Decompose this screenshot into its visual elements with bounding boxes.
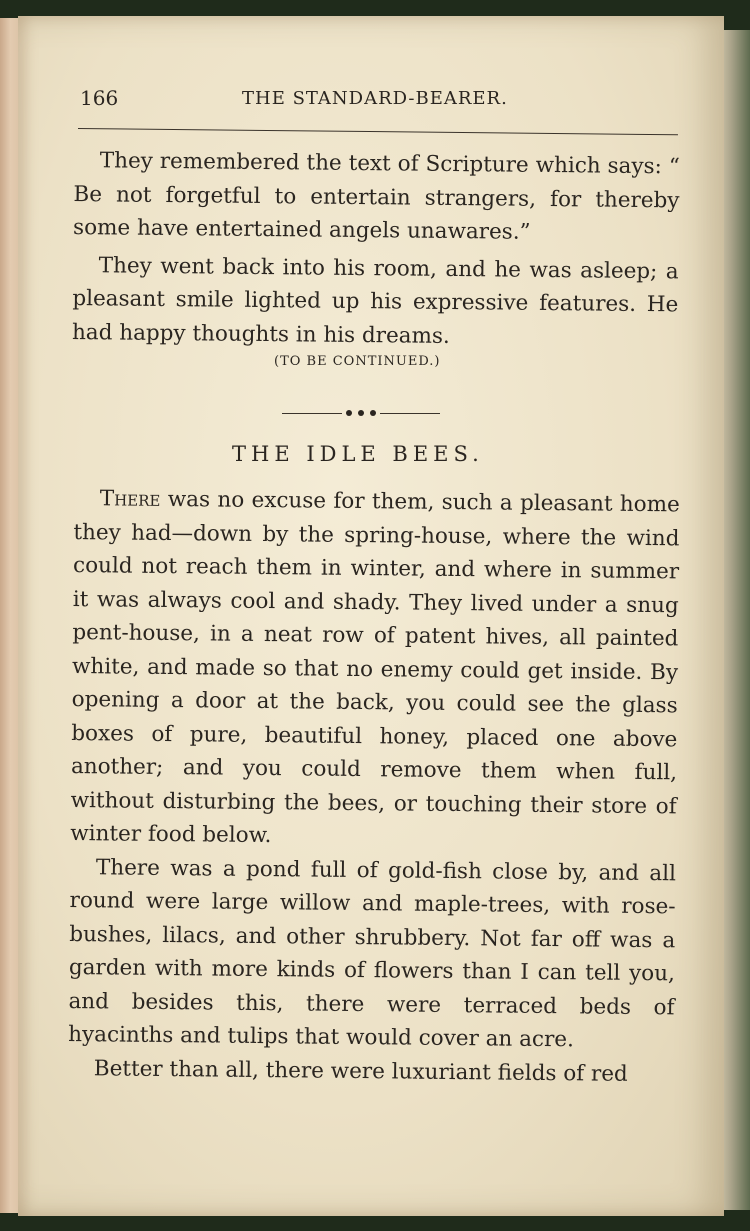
ornament-line-right: [380, 413, 440, 414]
paragraph: There was a pond full of gold-fish close by, and all round were large willow and maple-trees, with rose-bushes, lilacs, and other shrubbery. Not far off was a garden with more kinds of flowers than I can tell you, and besides this, there were terraced beds of hyacinths and tulips that would cover an acre.: [68, 854, 677, 1053]
paragraph: Better than all, there were luxuriant fields of red: [93, 1055, 628, 1087]
paragraph-text: was no excuse for them, such a pleasant home they had—down by the spring-house, where the wind could not reach them in winter, and where in summer it was always cool and shady. They lived under a snug pent-house, in a neat row of patent hives, all painted white, and made so that no enemy could get inside. By opening a door at the back, you could see the glass boxes of pure, beautiful honey, placed one above another; and you could remove them when full, without disturbing the bees, or touching their store of winter food below.: [70, 486, 680, 849]
header-rule: [78, 128, 678, 135]
ornament-dot: [370, 410, 376, 416]
ornament-dot: [358, 410, 364, 416]
to-be-continued-note: (TO BE CONTINUED.): [274, 354, 441, 369]
section-title: THE IDLE BEES.: [232, 442, 484, 466]
idle-bees-text: [68, 482, 680, 1091]
paragraph: They remembered the text of Scripture which says: “ Be not forgetful to entertain strangers, for thereby some have entertained angels unawares.”: [72, 148, 680, 245]
paragraph: [70, 482, 680, 857]
paragraph: They went back into his room, and he was asleep; a pleasant smile lighted up his expressive features. He had happy thoughts in his dreams.: [71, 252, 679, 349]
book-page: [18, 16, 724, 1216]
lead-word: There: [99, 486, 161, 512]
continued-story-text: [72, 144, 680, 355]
running-title: THE STANDARD-BEARER.: [242, 88, 508, 109]
page-number: 166: [80, 86, 119, 110]
ornament-line-left: [282, 413, 342, 414]
ornament-dot: [346, 410, 352, 416]
page-header: [80, 86, 680, 120]
section-ornament: [282, 409, 442, 419]
